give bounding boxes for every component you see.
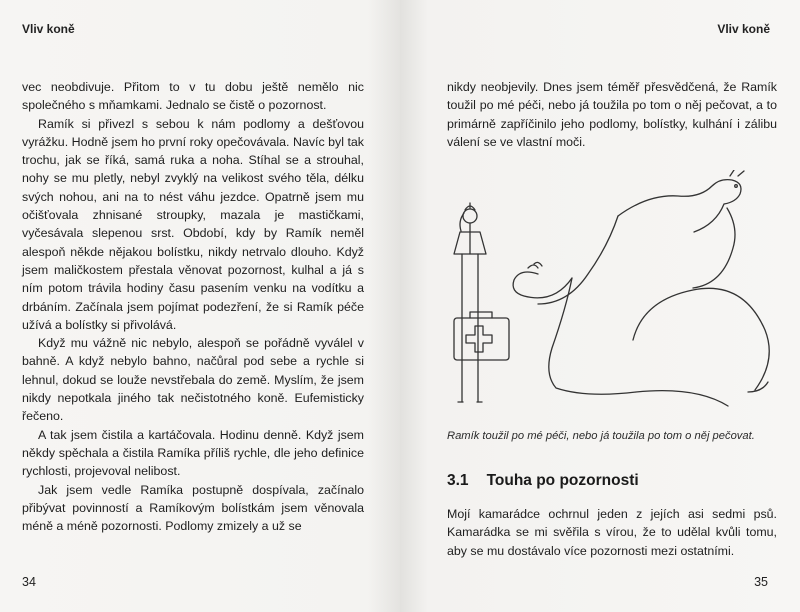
paragraph: Jak jsem vedle Ramíka postupně dospívala, začínalo přibývat povinností a Ramíkovým bolístkám jsem věnovala méně a méně pozornosti. Podlomy zmizely a už se [22, 482, 364, 534]
page-number-left: 34 [22, 575, 36, 589]
left-page-text [22, 78, 364, 535]
right-page [400, 0, 800, 612]
girl-figure [454, 203, 486, 402]
page-number-right: 35 [754, 575, 768, 589]
section-title: Touha po pozornosti [486, 472, 639, 489]
paragraph: Když mu vážně nic nebylo, alespoň se pořádně vyválel v bahně. A když nebylo bahno, načůral pod sebe a rychle si lehnul, dokud se louže nevstřebala do země. Myslím, že jsem nikdy nepotkala jiného tak nečistotného koně. Eufemisticky řečeno. [22, 336, 364, 424]
paragraph: A tak jsem čistila a kartáčovala. Hodinu denně. Když jsem někdy spěchala a čistila Ramíka příliš rychle, dle jeho definice rychlosti, projevoval nelibost. [22, 427, 364, 479]
paragraph: nikdy neobjevily. Dnes jsem téměř přesvědčená, že Ramík toužil po mé péči, nebo já toužila po tom o něj pečovat, a to primárně zapříčinilo jeho podlomy, bolístky, kulhání i zálibu válení se ve vlastní moči. [447, 80, 777, 149]
section-heading [447, 472, 639, 490]
horse-figure [513, 170, 769, 406]
paragraph: Mojí kamarádce ochrnul jeden z jejích asi sedmi psů. Kamarádka se mi svěřila s vírou, že to udělal kvůli tomu, aby se mu dostávalo více pozornosti mezi ostatními. [447, 507, 777, 558]
section-number: 3.1 [447, 472, 469, 489]
running-head-left: Vliv koně [22, 22, 75, 36]
running-head-right: Vliv koně [717, 22, 770, 36]
right-page-text-bottom [447, 505, 777, 560]
right-page-text-top [447, 78, 777, 151]
paragraph: vec neobdivuje. Přitom to v tu dobu ještě nemělo nic společného s mňamkami. Jednalo se čistě o pozornost. [22, 80, 364, 113]
figure-caption: Ramík toužil po mé péči, nebo já toužila po tom o něj pečovat. [447, 430, 755, 442]
horse-and-girl-sketch [448, 170, 773, 415]
paragraph: Ramík si přivezl s sebou k nám podlomy a dešťovou vyrážku. Hodně jsem ho první roky opečovávala. Navíc byl tak trochu, jak se říká, samá ruka a noha. Stíhal se a strouhal, nohy se mu pletly, nebyl zvyklý na velikost svého těla, délku svých nohou, ani na to nést váhu jezdce. Opatrně jsem mu očišťovala zhnisané stroupky, mazala je mastičkami, vyčesávala slepenou srst. Období, kdy by Ramík neměl alespoň někde nějakou bolístku, nikdy netrvalo dlouho. Když jsem maličkostem přestala věnovat pozornost, kulhal a já s ním potom trávila hodiny času pasením venku na vodítku a drbáním. Začínala jsem pojímat podezření, že si Ramík péče užívá a bolístky si přivolává. [22, 116, 364, 332]
